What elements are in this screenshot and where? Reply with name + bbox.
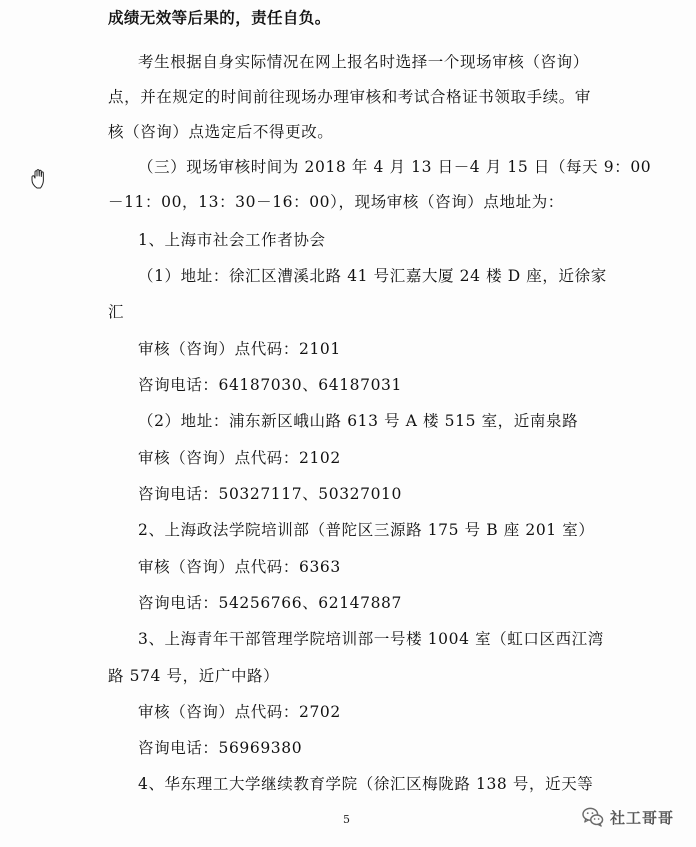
text-line-2: 考生根据自身实际情况在网上报名时选择一个现场审核（咨询） xyxy=(138,53,589,71)
watermark xyxy=(582,806,674,828)
text-line-10: 审核（咨询）点代码：2101 xyxy=(138,340,341,358)
page-number: 5 xyxy=(343,813,350,826)
text-line-9: 汇 xyxy=(108,303,125,321)
text-line-20: 审核（咨询）点代码：2702 xyxy=(138,703,341,721)
text-line-1: 成绩无效等后果的，责任自负。 xyxy=(108,8,331,27)
hand-cursor-icon xyxy=(30,168,50,190)
text-line-21: 咨询电话：56969380 xyxy=(138,739,303,757)
text-line-11: 咨询电话：64187030、64187031 xyxy=(138,376,402,394)
text-line-17: 咨询电话：54256766、62147887 xyxy=(138,594,402,612)
text-line-14: 咨询电话：50327117、50327010 xyxy=(138,485,402,503)
text-line-3: 点，并在规定的时间前往现场办理审核和考试合格证书领取手续。审 xyxy=(108,88,592,106)
text-line-22: 4、华东理工大学继续教育学院（徐汇区梅陇路 138 号，近天等 xyxy=(138,775,594,793)
text-line-4: 核（咨询）点选定后不得更改。 xyxy=(108,123,334,141)
text-line-12: （2）地址：浦东新区峨山路 613 号 A 楼 515 室，近南泉路 xyxy=(138,412,579,430)
text-line-8: （1）地址：徐汇区漕溪北路 41 号汇嘉大厦 24 楼 D 座，近徐家 xyxy=(138,267,607,285)
text-line-16: 审核（咨询）点代码：6363 xyxy=(138,558,341,576)
text-line-5: （三）现场审核时间为 2018 年 4 月 13 日－4 月 15 日（每天 9：00 xyxy=(138,158,652,176)
text-line-18: 3、上海青年干部管理学院培训部一号楼 1004 室（虹口区西江湾 xyxy=(138,630,604,648)
text-line-6: －11：00，13：30－16：00），现场审核（咨询）点地址为： xyxy=(108,193,564,211)
wechat-logo-icon xyxy=(582,807,604,827)
watermark-text: 社工哥哥 xyxy=(609,808,674,827)
text-line-19: 路 574 号，近广中路） xyxy=(108,667,280,685)
text-line-13: 审核（咨询）点代码：2102 xyxy=(138,449,341,467)
text-line-7: 1、上海市社会工作者协会 xyxy=(138,231,326,249)
text-line-15: 2、上海政法学院培训部（普陀区三源路 175 号 B 座 201 室） xyxy=(138,521,595,539)
